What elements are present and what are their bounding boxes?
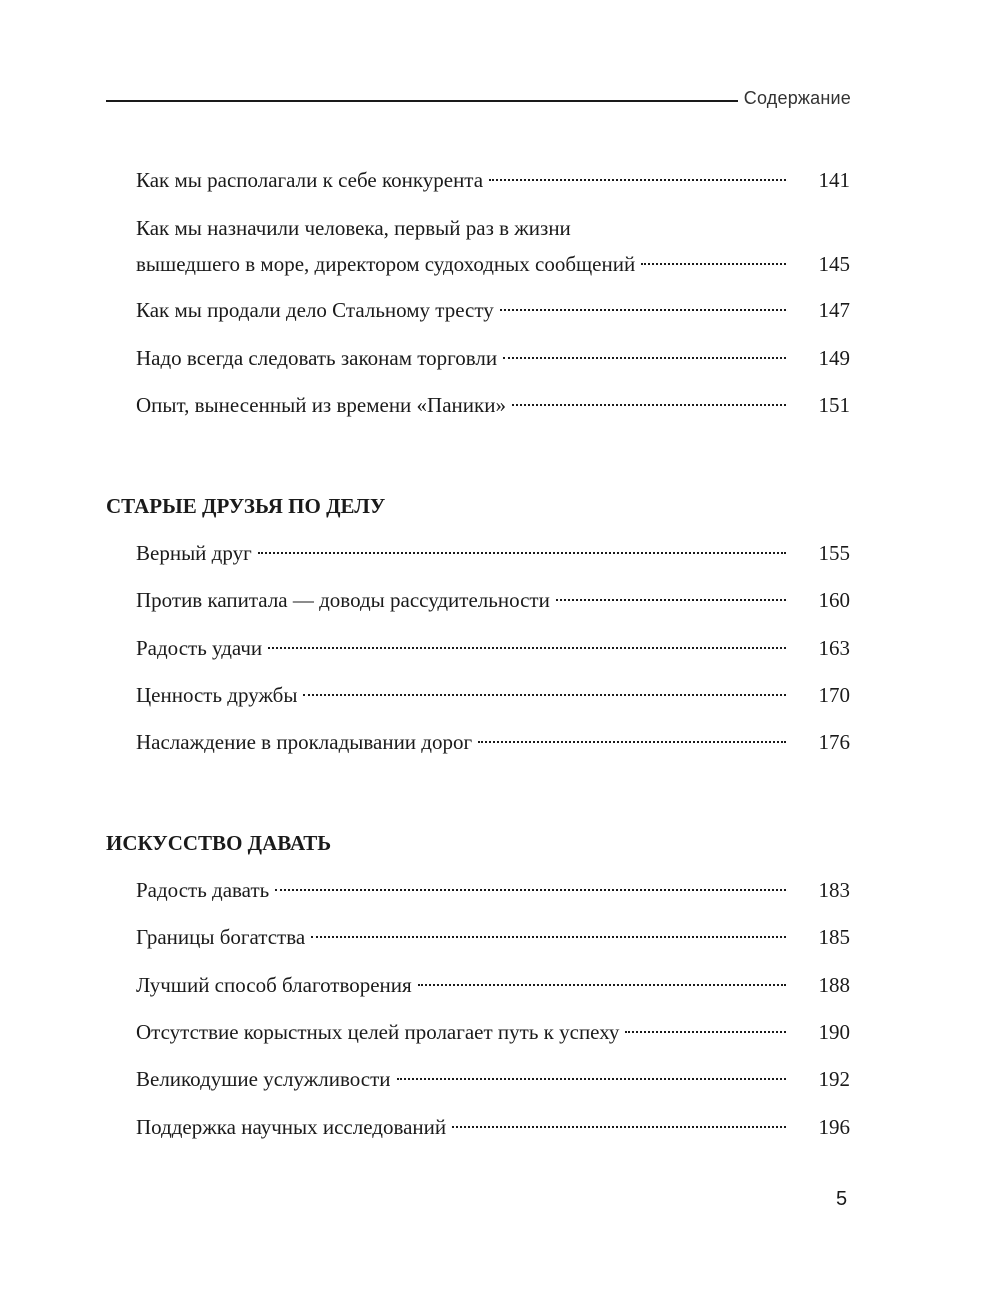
toc-entry-page: 163: [818, 636, 850, 660]
dot-leader: [258, 552, 786, 554]
toc-entry-page: 149: [818, 346, 850, 370]
toc-entry: [136, 1014, 850, 1050]
toc-entry-title: Радость удачи: [136, 636, 263, 660]
dot-leader: [452, 1126, 786, 1128]
toc-entry-page: 170: [818, 683, 850, 707]
toc-entry-page: 155: [818, 541, 850, 565]
dot-leader: [478, 741, 786, 743]
toc-entry-page: 196: [818, 1115, 850, 1139]
toc-entry-title: Радость давать: [136, 878, 270, 902]
dot-leader: [311, 936, 786, 938]
section-heading: СТАРЫЕ ДРУЗЬЯ ПО ДЕЛУ: [106, 494, 386, 518]
toc-entry: [136, 292, 850, 328]
toc-entry-title: Как мы располагали к себе конкурента: [136, 168, 484, 192]
dot-leader: [303, 694, 786, 696]
header-rule: [106, 100, 738, 102]
toc-entry-page: 147: [818, 298, 850, 322]
page-number: 5: [836, 1188, 848, 1210]
toc-entry-title: Великодушие услужливости: [136, 1067, 391, 1091]
toc-entry: [136, 967, 850, 1003]
toc-entry-title: Надо всегда следовать законам торговли: [136, 346, 498, 370]
toc-entry-title: Против капитала — доводы рассудительности: [136, 588, 550, 612]
toc-entry: [136, 724, 850, 760]
toc-entry-title: Опыт, вынесенный из времени «Паники»: [136, 393, 506, 417]
toc-entry: [136, 1061, 850, 1097]
toc-entry: [136, 340, 850, 376]
toc-entry: [136, 162, 850, 198]
toc-entry: [136, 630, 850, 666]
dot-leader: [556, 599, 786, 601]
toc-entry-title: Верный друг: [136, 541, 252, 565]
toc-entry-title: Ценность дружбы: [136, 683, 298, 707]
dot-leader: [625, 1031, 786, 1033]
dot-leader: [397, 1078, 786, 1080]
toc-entry: [136, 210, 850, 282]
toc-entry: [136, 919, 850, 955]
dot-leader: [503, 357, 786, 359]
dot-leader: [500, 309, 786, 311]
toc-entry: [136, 872, 850, 908]
toc-entry-title: Поддержка научных исследований: [136, 1115, 447, 1139]
toc-entry-title: Границы богатства: [136, 925, 306, 949]
dot-leader: [512, 404, 786, 406]
dot-leader: [489, 179, 786, 181]
dot-leader: [268, 647, 786, 649]
toc-entry: [136, 677, 850, 713]
toc-entry-page: 160: [818, 588, 850, 612]
toc-entry-page: 151: [818, 393, 850, 417]
toc-entry-title: Отсутствие корыстных целей пролагает путь к успеху: [136, 1020, 620, 1044]
toc-entry-title-line2: вышедшего в море, директором судоходных сообщений: [136, 252, 636, 276]
dot-leader: [418, 984, 786, 986]
dot-leader: [641, 263, 786, 265]
toc-entry-page: 185: [818, 925, 850, 949]
toc-entry: [136, 582, 850, 618]
toc-entry-page: 183: [818, 878, 850, 902]
toc-entry-page: 190: [818, 1020, 850, 1044]
toc-entry: [136, 535, 850, 571]
header-title: Содержание: [743, 88, 851, 108]
toc-entry-page: 176: [818, 730, 850, 754]
dot-leader: [275, 889, 786, 891]
toc-entry-page: 192: [818, 1067, 850, 1091]
toc-entry: [136, 387, 850, 423]
section-heading: ИСКУССТВО ДАВАТЬ: [106, 831, 332, 855]
toc-entry-page: 145: [818, 252, 850, 276]
toc-entry-page: 141: [818, 168, 850, 192]
running-header: [106, 88, 851, 114]
toc-entry-page: 188: [818, 973, 850, 997]
toc-entry-title-line1: Как мы назначили человека, первый раз в жизни: [136, 216, 571, 240]
toc-entry-title: Как мы продали дело Стальному тресту: [136, 298, 494, 322]
toc-entry: [136, 1109, 850, 1145]
toc-entry-title: Лучший способ благотворения: [136, 973, 412, 997]
toc-entry-title: Наслаждение в прокладывании дорог: [136, 730, 473, 754]
